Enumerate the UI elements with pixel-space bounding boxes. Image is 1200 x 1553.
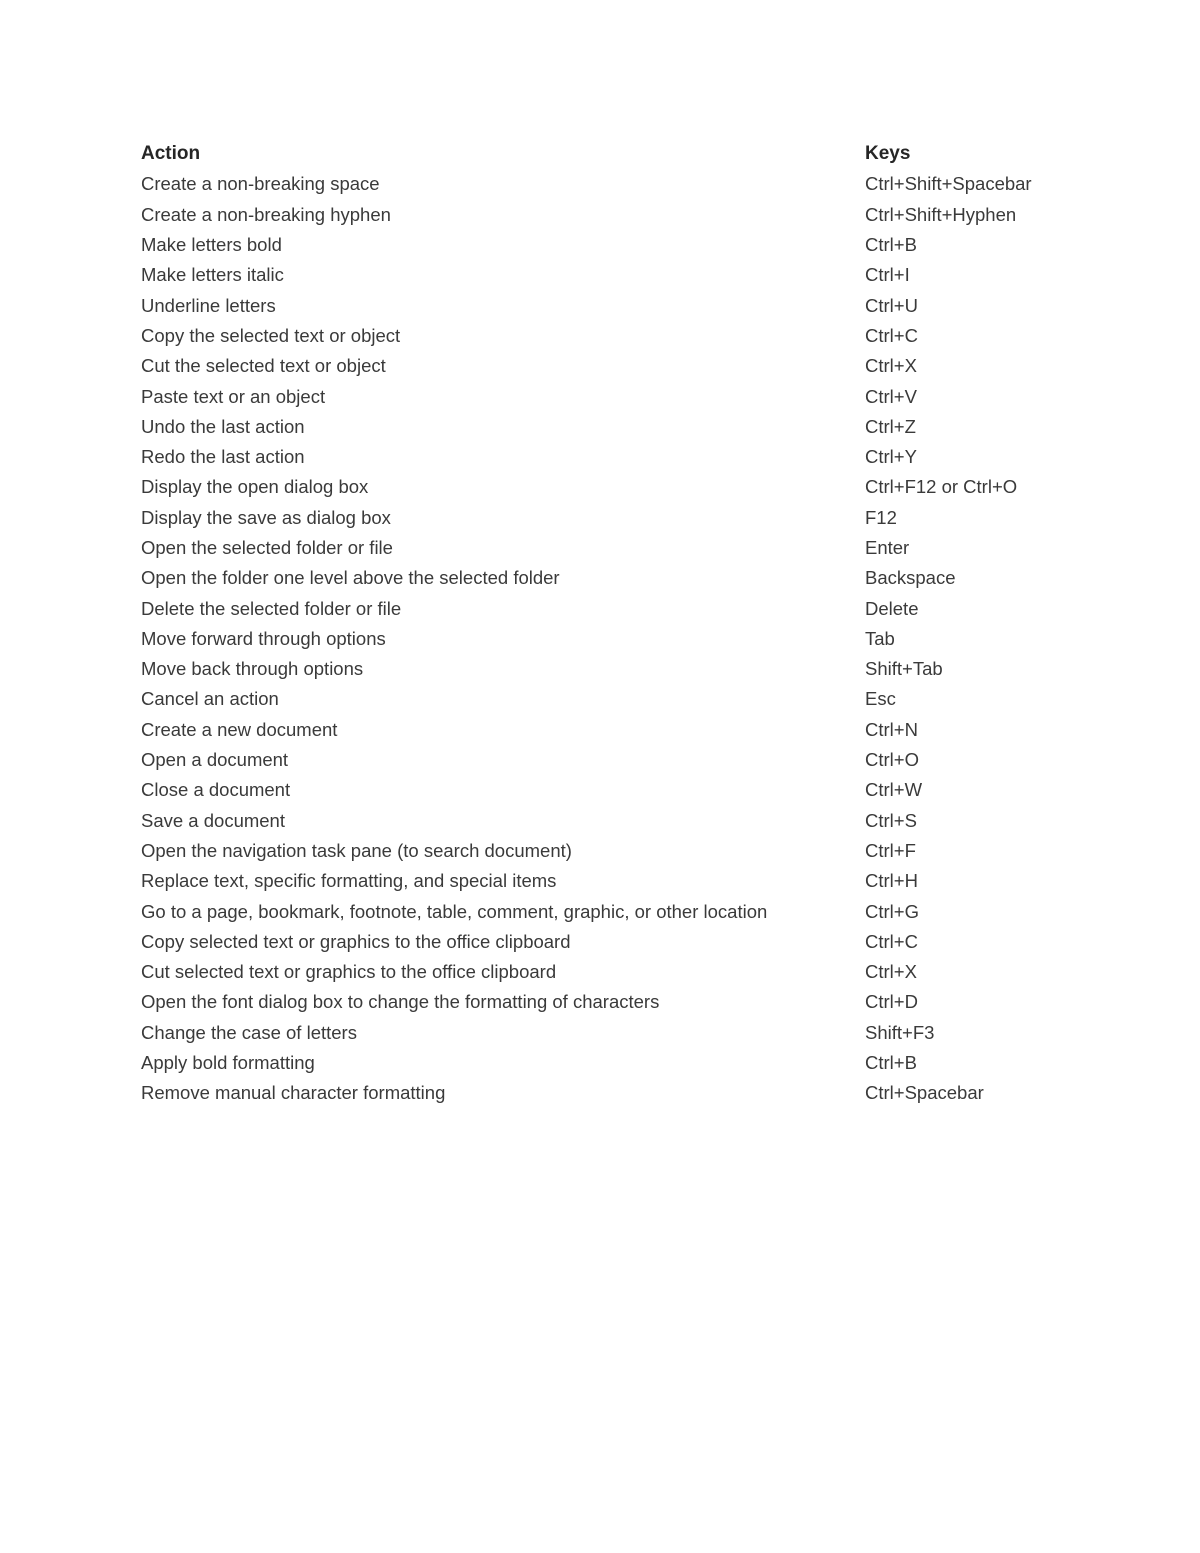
- action-cell: Close a document: [141, 779, 291, 801]
- table-row: [141, 866, 1061, 896]
- keys-cell: Ctrl+O: [865, 749, 919, 771]
- table-row: [141, 442, 1061, 472]
- action-cell: Create a new document: [141, 718, 338, 740]
- keys-cell: Ctrl+I: [865, 264, 910, 286]
- action-cell: Copy selected text or graphics to the office clipboard: [141, 930, 571, 952]
- keys-cell: Ctrl+V: [865, 385, 917, 407]
- table-row: [141, 321, 1061, 351]
- table-row: [141, 351, 1061, 381]
- keys-cell: Shift+Tab: [865, 658, 943, 680]
- action-cell: Create a non-breaking hyphen: [141, 203, 391, 225]
- action-cell: Apply bold formatting: [141, 1052, 315, 1074]
- table-row: [141, 775, 1061, 805]
- table-row: [141, 715, 1061, 745]
- table-row: [141, 593, 1061, 623]
- action-cell: Display the save as dialog box: [141, 506, 391, 528]
- action-cell: Cut the selected text or object: [141, 355, 386, 377]
- table-row: [141, 200, 1061, 230]
- action-cell: Delete the selected folder or file: [141, 597, 402, 619]
- action-cell: Undo the last action: [141, 415, 305, 437]
- table-row: [141, 472, 1061, 502]
- action-cell: Save a document: [141, 809, 285, 831]
- keys-cell: Backspace: [865, 567, 956, 589]
- action-cell: Make letters bold: [141, 234, 282, 256]
- keys-column-header: Keys: [865, 143, 911, 165]
- keys-cell: Ctrl+B: [865, 234, 917, 256]
- shortcut-table: [141, 139, 1061, 1109]
- keys-cell: Ctrl+Z: [865, 415, 916, 437]
- action-cell: Paste text or an object: [141, 385, 326, 407]
- action-cell: Open a document: [141, 749, 289, 771]
- action-cell: Display the open dialog box: [141, 476, 369, 498]
- table-row: [141, 533, 1061, 563]
- keys-cell: Ctrl+W: [865, 779, 923, 801]
- keys-cell: Ctrl+N: [865, 718, 918, 740]
- table-row: [141, 836, 1061, 866]
- keys-cell: Ctrl+Shift+Hyphen: [865, 203, 1017, 225]
- keys-cell: Ctrl+S: [865, 809, 917, 831]
- table-row: [141, 927, 1061, 957]
- keys-cell: Ctrl+B: [865, 1052, 917, 1074]
- action-cell: Underline letters: [141, 294, 276, 316]
- keys-cell: Ctrl+X: [865, 961, 917, 983]
- table-row: [141, 1018, 1061, 1048]
- keys-cell: Ctrl+Shift+Spacebar: [865, 173, 1032, 195]
- table-row: [141, 806, 1061, 836]
- table-row: [141, 896, 1061, 926]
- keys-cell: Ctrl+U: [865, 294, 918, 316]
- table-row: [141, 987, 1061, 1017]
- keys-cell: Ctrl+C: [865, 324, 918, 346]
- keys-cell: Ctrl+C: [865, 930, 918, 952]
- table-row: [141, 169, 1061, 199]
- action-cell: Open the folder one level above the selected folder: [141, 567, 560, 589]
- table-row: [141, 503, 1061, 533]
- action-cell: Open the font dialog box to change the formatting of characters: [141, 991, 660, 1013]
- keys-cell: Enter: [865, 537, 910, 558]
- table-row: [141, 745, 1061, 775]
- table-row: [141, 624, 1061, 654]
- action-cell: Open the navigation task pane (to search document): [141, 839, 572, 861]
- action-cell: Make letters italic: [141, 264, 284, 286]
- action-column-header: Action: [141, 143, 201, 165]
- table-row: [141, 1048, 1061, 1078]
- table-row: [141, 684, 1061, 714]
- table-row: [141, 260, 1061, 290]
- keys-cell: Shift+F3: [865, 1021, 935, 1043]
- action-cell: Go to a page, bookmark, footnote, table, comment, graphic, or other location: [141, 900, 768, 922]
- keys-cell: Ctrl+D: [865, 991, 918, 1013]
- keys-cell: Delete: [865, 597, 919, 619]
- table-row: [141, 957, 1061, 987]
- table-row: [141, 654, 1061, 684]
- keys-cell: Esc: [865, 688, 896, 710]
- action-cell: Remove manual character formatting: [141, 1082, 446, 1104]
- action-cell: Cut selected text or graphics to the office clipboard: [141, 961, 557, 983]
- action-cell: Create a non-breaking space: [141, 173, 380, 195]
- action-cell: Open the selected folder or file: [141, 537, 393, 558]
- table-row: [141, 290, 1061, 320]
- keys-cell: Tab: [865, 627, 895, 649]
- table-header-row: [141, 139, 1061, 169]
- keys-cell: Ctrl+F: [865, 839, 916, 861]
- action-cell: Change the case of letters: [141, 1021, 357, 1043]
- table-row: [141, 230, 1061, 260]
- keys-cell: Ctrl+Y: [865, 446, 917, 468]
- action-cell: Replace text, specific formatting, and special items: [141, 870, 557, 892]
- keys-cell: Ctrl+G: [865, 900, 919, 922]
- table-row: [141, 381, 1061, 411]
- keys-cell: Ctrl+Spacebar: [865, 1082, 984, 1104]
- table-body: [141, 169, 1061, 1108]
- keys-cell: Ctrl+X: [865, 355, 917, 377]
- table-row: [141, 563, 1061, 593]
- action-cell: Move forward through options: [141, 627, 386, 649]
- action-cell: Cancel an action: [141, 688, 279, 710]
- table-row: [141, 412, 1061, 442]
- action-cell: Move back through options: [141, 658, 364, 680]
- action-cell: Copy the selected text or object: [141, 324, 401, 346]
- keys-cell: Ctrl+F12 or Ctrl+O: [865, 476, 1018, 498]
- action-cell: Redo the last action: [141, 446, 305, 468]
- keys-cell: F12: [865, 506, 897, 528]
- keys-cell: Ctrl+H: [865, 870, 918, 892]
- table-row: [141, 1078, 1061, 1108]
